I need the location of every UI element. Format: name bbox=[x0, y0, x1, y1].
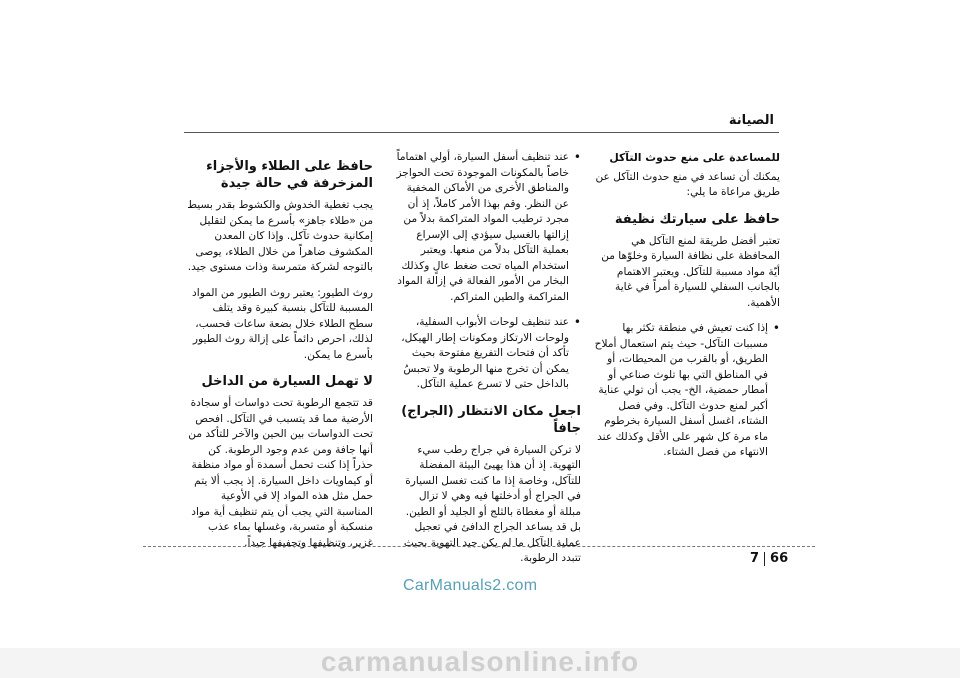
section-number: 7 bbox=[750, 551, 760, 566]
header-divider bbox=[184, 132, 779, 133]
bullet-item: • عند تنظيف أسفل السيارة، أولي اهتماماً خاصاً بالمكونات الموجودة تحت الحواجز والمناطق الأخرى من الأماكن المخفية عن النظر. وقم بهذا الأمر كاملاً، إذ أن مجرد ترطيب المواد المتراكمة بدلاً من إزالتها بالغسيل سيؤدي إلى الإسراع بعملية التآكل بدلاً من منعها. ويعتبر استخدام المياه تحت ضغط عالٍ وكذلك البخار من الأمور الفعالة في إزالة المواد المتراكمة والطين المتراكم. bbox=[395, 150, 581, 305]
column-left bbox=[185, 150, 373, 561]
column-middle bbox=[395, 150, 581, 577]
page-number bbox=[750, 551, 788, 566]
paragraph: تعتبر أفضل طريقة لمنع التآكل هي المحافظة على نظافة السيارة وخلوّها من أيّة مواد مسببة للتآكل. ويعتبر الاهتمام بالجانب السفلي للسيارة أمراً في غاية الأهمية. bbox=[601, 234, 780, 309]
bottom-watermark: carmanualsonline.info bbox=[320, 646, 640, 677]
paragraph: لا تركن السيارة في جراج رطب سيء التهوية. إذ أن هذا يهيئ البيئة المفضلة للتآكل، وخاصة إذا ما كنت تغسل السيارة في الجراج أو أدخلتها فيه وهي لا تزال مبللة أو مغطاة بالثلج أو الجليد أو الطين. بل قد يساعد الجراج الدافئ في تعجيل عملية التآكل ما لم يكن جيد التهوية بحيث تتبدد الرطوبة. bbox=[403, 443, 581, 564]
paragraph: قد تتجمع الرطوبة تحت دواسات أو سجادة الأرضية مما قد يتسبب في التآكل. افحص تحت الدواسات بين الحين والآخر للتأكد من أنها جافة ومن عدم وجود الرطوبة. كن حذراً إذا كنت تحمل أسمدة أو مواد منظفة أو كيماويات داخل السيارة. إذ يجب ألا يتم حمل مثل هذه المواد إلا في الأوعية المناسبة التي يجب أن يتم تنظيف أية مواد منسكبة أو متسربة، وغسلها بماء عذب غزير، وتنظيفها وتجفيفها جيداً. bbox=[188, 397, 373, 549]
page-number-divider bbox=[764, 552, 765, 566]
heading-keep-clean: حافظ على سيارتك نظيفة bbox=[614, 211, 780, 227]
heading-dry-garage: اجعل مكان الانتظار (الجراج) جافاً bbox=[401, 403, 581, 436]
paragraph: يجب تغطية الخدوش والكشوط بقدر بسيط من «طلاء جاهز» بأسرع ما يمكن لتقليل إمكانية حدوث تآكل. وإذا كان المعدن المكشوف ضاهراً من خلال الطلاء، يوصى بالتوجه لشركة متمرسة وذات مستوى جيد. bbox=[187, 199, 373, 273]
heading-prevent-corrosion: للمساعدة على منع حدوث التآكل bbox=[609, 151, 780, 164]
paragraph: روث الطيور: يعتبر روث الطيور من المواد المسببة للتآكل بنسبة كبيرة وقد يتلف سطح الطلاء خلال بضعة ساعات فحسب، لذلك، احرص دائماً على إزالة روث الطيور بأسرع ما يمكن. bbox=[192, 286, 373, 361]
paragraph: يمكنك أن تساعد في منع حدوث التآكل عن طريق مراعاة ما يلي: bbox=[595, 170, 780, 198]
bullet-item: • عند تنظيف لوحات الأبواب السفلية، ولوحات الارتكاز ومكونات إطار الهيكل، تأكد أن فتحات التفريغ مفتوحة بحيث يمكن أن تخرج منها الرطوبة ولا تحبسُ بالداخل حتى لا تسرع عملية التآكل. bbox=[395, 315, 581, 393]
section-title: الصيانة bbox=[728, 113, 774, 128]
page-index: 66 bbox=[770, 551, 789, 566]
heading-paint-trim: حافظ على الطلاء والأجزاء المزخرفة في حالة جيدة bbox=[206, 159, 373, 191]
bullet-item: • إذا كنت تعيش في منطقة تكثر بها مسببات التآكل- حيث يتم استعمال أملاح الطريق، أو بالقرب من المحيطات، أو في المناطق التي بها تلوث صناعي أو أمطار حمضية، الخ- يجب أن تولي عناية أكبر لمنع حدوث التآكل. وفي فصل الشتاء، اغسل أسفل السيارة بخرطوم ماء مرة كل شهر على الأقل وكذلك عند الانتهاء من فصل الشتاء. bbox=[594, 321, 780, 461]
footer-divider bbox=[143, 546, 815, 547]
site-watermark[interactable]: CarManuals2.com bbox=[403, 577, 538, 594]
column-right bbox=[594, 150, 780, 471]
heading-interior: لا تهمل السيارة من الداخل bbox=[201, 374, 373, 389]
